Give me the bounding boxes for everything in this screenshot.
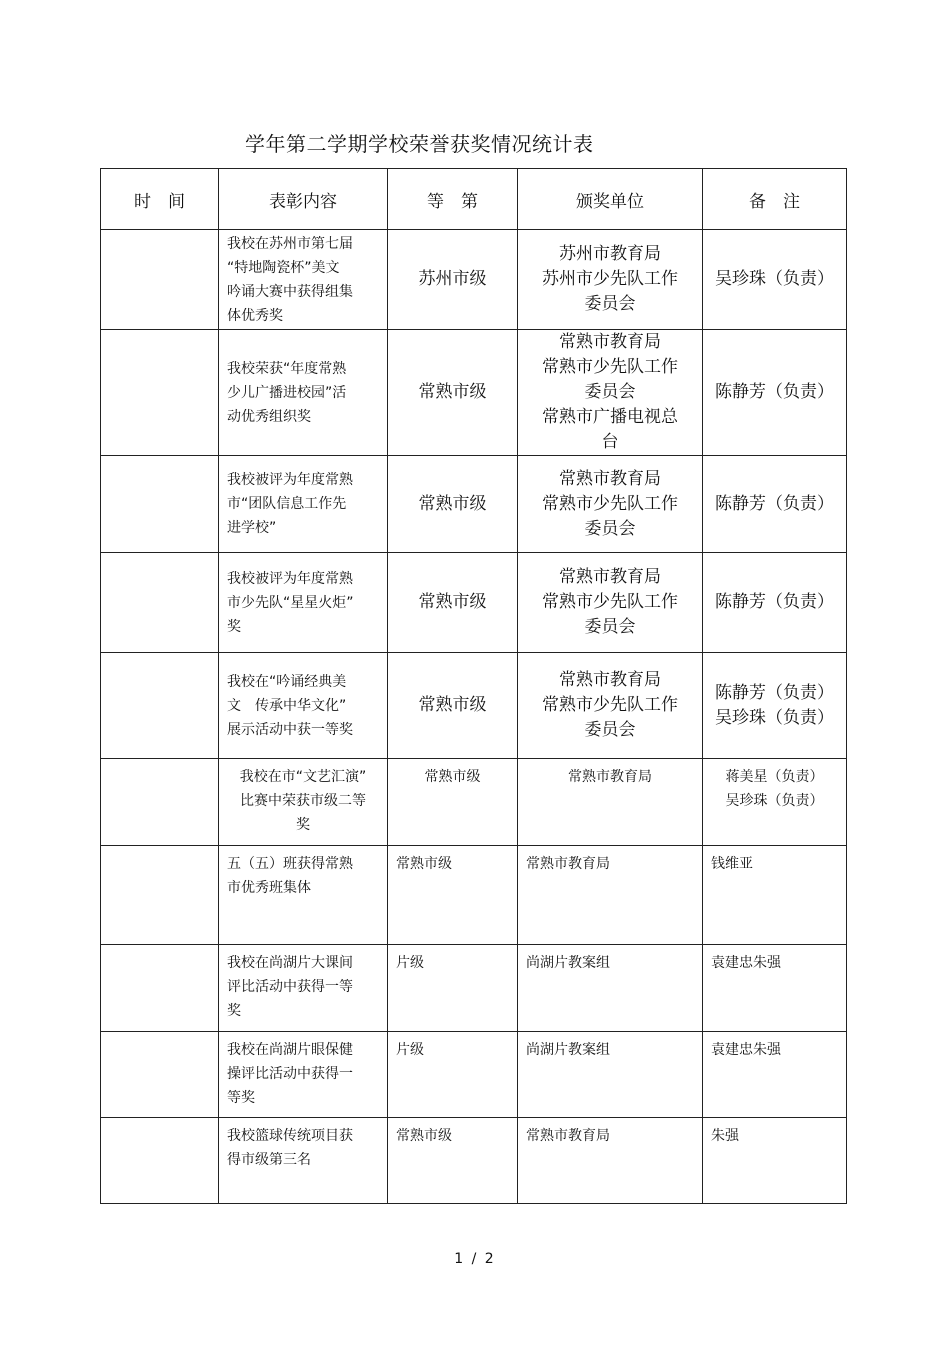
cell-issuer-line: 委员会 [584,617,636,637]
cell-level [388,1118,518,1204]
cell-content [219,653,388,759]
content-line: 得市级第三名 [227,1152,311,1168]
content-line: 比赛中荣获市级二等 [240,793,366,809]
cell-issuer [518,456,703,553]
table-row [101,653,847,759]
cell-time [101,456,219,553]
cell-issuer-line: 台 [601,432,619,452]
cell-note [703,846,847,945]
content-line: 我校在苏州市第七届 [227,235,353,252]
header-content: 表彰内容 [219,169,388,230]
table-row [101,456,847,553]
cell-content [219,945,388,1032]
cell-note-line: 袁建忠朱强 [711,955,781,971]
cell-time [101,330,219,456]
cell-issuer [518,846,703,945]
cell-level-line: 常熟市级 [424,769,481,785]
cell-level [388,846,518,945]
cell-level [388,945,518,1032]
cell-level [388,230,518,330]
content-line: 等奖 [227,1090,255,1106]
cell-note-line: 吴珍珠（负责） [715,269,834,289]
content-line: 动优秀组织奖 [227,408,311,425]
cell-time [101,846,219,945]
cell-issuer-line: 委员会 [584,720,636,740]
cell-note [703,1032,847,1118]
cell-issuer-line: 常熟市少先队工作 [542,493,678,514]
cell-time [101,1118,219,1204]
awards-table [100,168,847,1204]
content-line: 我校在尚湖片眼保健 [227,1042,353,1058]
cell-note-line: 吴珍珠（负责） [725,793,824,809]
content-line: 少儿广播进校园”活 [227,384,347,401]
cell-level-line: 苏州市级 [418,269,487,289]
cell-note-line: 陈静芳（负责） [715,682,834,703]
header-note: 备 注 [703,169,847,230]
cell-issuer [518,1118,703,1204]
table-row [101,553,847,653]
content-line: 文 传承中华文化” [227,697,347,714]
header-time: 时 间 [101,169,219,230]
table-row [101,230,847,330]
content-line: 我校被评为年度常熟 [227,472,353,488]
table-header-row [101,169,847,230]
cell-level-line: 常熟市级 [418,695,487,715]
cell-level-line: 常熟市级 [418,493,487,514]
cell-content [219,846,388,945]
cell-issuer [518,330,703,456]
cell-note-line: 陈静芳（负责） [715,382,834,402]
content-line: 我校被评为年度常熟 [227,570,353,587]
cell-note [703,456,847,553]
content-line: 市少先队“星星火炬” [227,594,354,611]
content-line: 市优秀班集体 [227,880,311,896]
cell-issuer-line: 常熟市教育局 [559,332,661,352]
table-row [101,1032,847,1118]
cell-level [388,1032,518,1118]
cell-issuer-line: 常熟市教育局 [526,856,610,872]
content-line: 五（五）班获得常熟 [227,856,353,872]
cell-level [388,759,518,846]
cell-content [219,1032,388,1118]
content-line: 我校篮球传统项目获 [227,1128,353,1144]
content-line: “特地陶瓷杯”美文 [227,259,340,276]
cell-note-line: 陈静芳（负责） [715,592,834,612]
table-row [101,1118,847,1204]
cell-note-line: 袁建忠朱强 [711,1042,781,1058]
cell-issuer-line: 委员会 [584,294,636,314]
content-line: 奖 [227,618,241,635]
cell-content [219,230,388,330]
cell-level [388,553,518,653]
content-line: 操评比活动中获得一 [227,1066,353,1082]
cell-note [703,330,847,456]
cell-level [388,456,518,553]
cell-issuer [518,945,703,1032]
cell-note-line: 朱强 [711,1128,739,1144]
cell-level-line: 常熟市级 [396,1128,452,1144]
cell-time [101,553,219,653]
cell-note-line: 蒋美星（负责） [725,769,824,785]
cell-time [101,1032,219,1118]
cell-issuer-line: 常熟市教育局 [526,1128,610,1144]
cell-issuer-line: 苏州市少先队工作 [542,269,678,289]
cell-note [703,230,847,330]
content-line: 展示活动中获一等奖 [227,721,353,738]
cell-issuer-line: 尚湖片教案组 [526,955,610,971]
cell-issuer [518,759,703,846]
cell-issuer-line: 常熟市教育局 [559,567,661,587]
cell-content [219,553,388,653]
content-line: 吟诵大赛中获得组集 [227,283,353,300]
cell-note [703,1118,847,1204]
cell-note [703,759,847,846]
cell-content [219,759,388,846]
cell-note-line: 钱维亚 [711,856,753,872]
cell-issuer-line: 常熟市少先队工作 [542,357,678,377]
cell-level-line: 片级 [396,1042,424,1058]
page-number: 1 / 2 [454,1251,496,1267]
table-row [101,759,847,846]
cell-note [703,945,847,1032]
content-line: 我校在市“文艺汇演” [239,769,367,785]
cell-issuer [518,553,703,653]
cell-issuer [518,1032,703,1118]
content-line: 我校在“吟诵经典美 [227,673,347,690]
cell-content [219,330,388,456]
header-issuer: 颁奖单位 [518,169,703,230]
cell-level-line: 片级 [396,955,424,971]
cell-time [101,945,219,1032]
cell-issuer [518,653,703,759]
cell-issuer-line: 常熟市少先队工作 [542,695,678,715]
cell-content [219,1118,388,1204]
cell-issuer-line: 常熟市教育局 [559,468,661,489]
document-title: 学年第二学期学校荣誉获奖情况统计表 [245,132,594,156]
cell-issuer-line: 尚湖片教案组 [526,1042,610,1058]
cell-level-line: 常熟市级 [396,856,452,872]
cell-level [388,330,518,456]
table-row [101,846,847,945]
cell-issuer-line: 苏州市教育局 [559,244,661,264]
cell-level-line: 常熟市级 [418,592,487,612]
cell-level-line: 常熟市级 [418,382,487,402]
content-line: 奖 [227,1003,241,1019]
cell-time [101,230,219,330]
content-line: 体优秀奖 [227,307,283,324]
content-line: 进学校” [227,520,277,536]
cell-issuer-line: 常熟市广播电视总 [542,407,678,427]
cell-issuer-line: 委员会 [584,518,636,539]
cell-time [101,653,219,759]
cell-note [703,553,847,653]
cell-issuer [518,230,703,330]
header-level: 等 第 [388,169,518,230]
cell-level [388,653,518,759]
cell-content [219,456,388,553]
content-line: 市“团队信息工作先 [227,496,347,512]
cell-note [703,653,847,759]
cell-issuer-line: 常熟市少先队工作 [542,592,678,612]
table-row [101,945,847,1032]
cell-time [101,759,219,846]
content-line: 评比活动中获得一等 [227,979,353,995]
cell-note-line: 吴珍珠（负责） [715,707,834,728]
content-line: 我校在尚湖片大课间 [227,955,353,971]
cell-issuer-line: 常熟市教育局 [568,769,652,785]
table-row [101,330,847,456]
cell-issuer-line: 常熟市教育局 [559,670,661,690]
content-line: 我校荣获“年度常熟 [227,360,347,377]
content-line: 奖 [296,817,310,833]
cell-note-line: 陈静芳（负责） [715,493,834,514]
cell-issuer-line: 委员会 [584,382,636,402]
